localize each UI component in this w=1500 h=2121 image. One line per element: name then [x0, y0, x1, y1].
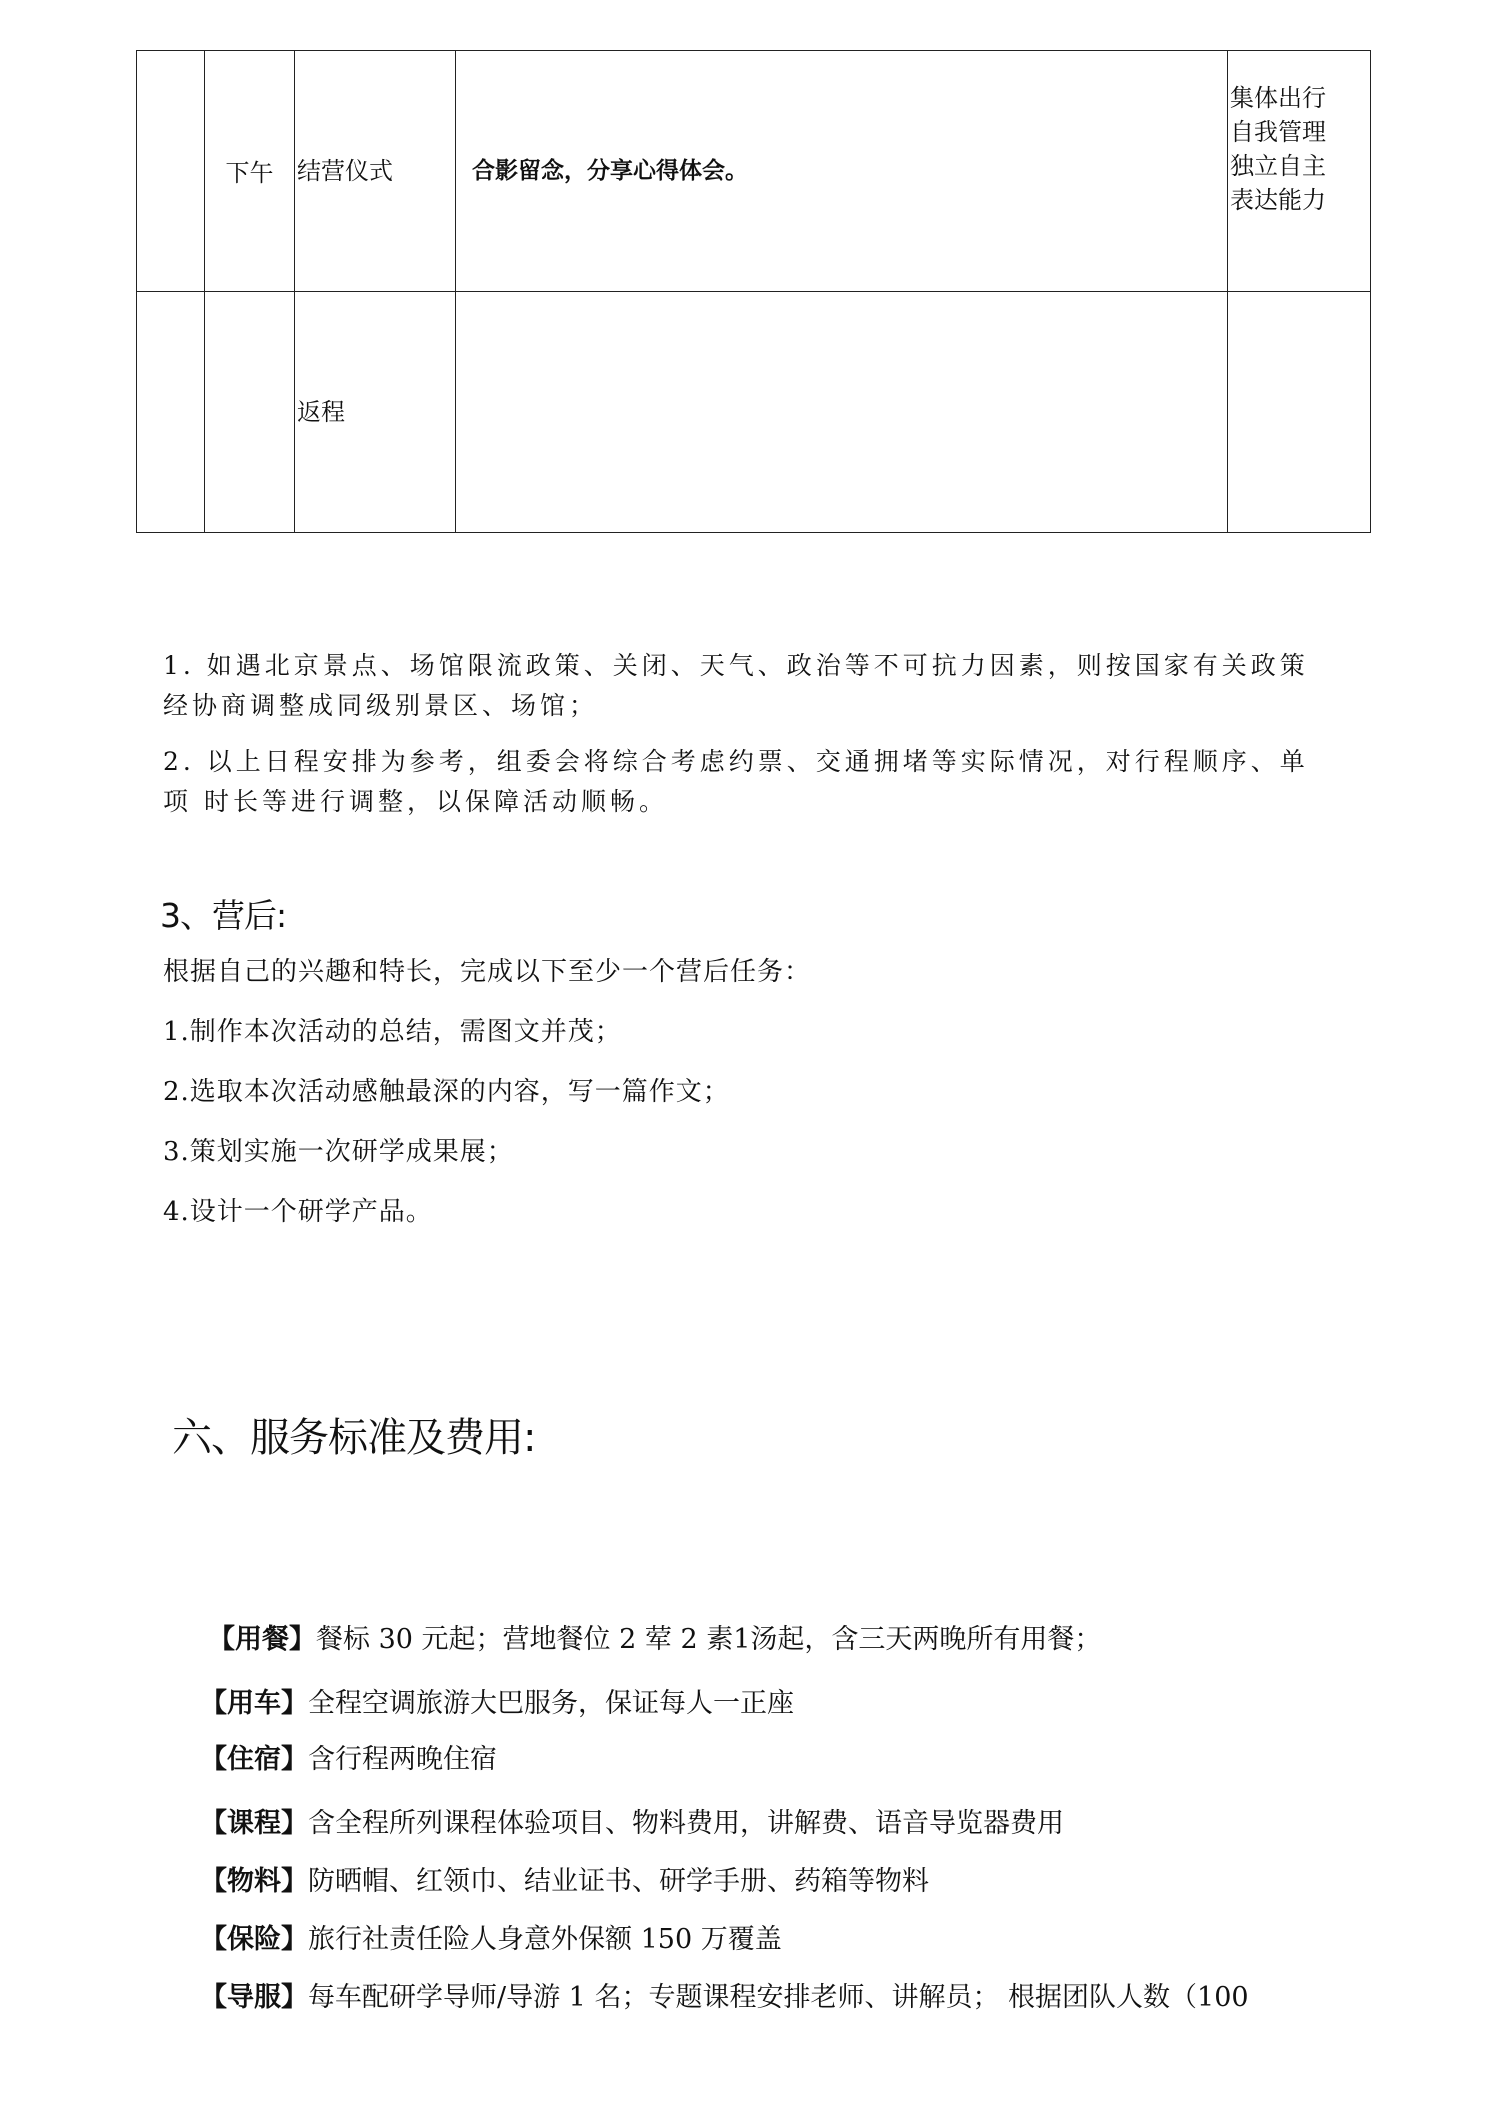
- task-item: 2.选取本次活动感触最深的内容，写一篇作文；: [163, 1077, 730, 1107]
- service-label: 【课程】: [200, 1808, 308, 1839]
- service-text: 餐标 30 元起；营地餐位 2 荤 2 素1汤起，含三天两晚所有用餐；: [316, 1624, 1102, 1655]
- service-label: 【住宿】: [200, 1744, 308, 1775]
- time-text: 下午: [225, 159, 274, 187]
- goal-item: 自我管理: [1230, 118, 1326, 146]
- activity-name-cell: 结营仪式: [295, 51, 456, 292]
- service-label: 【导服】: [200, 1982, 308, 2013]
- service-item: [200, 1862, 1380, 1902]
- service-text: 全程空调旅游大巴服务，保证每人一正座: [308, 1688, 794, 1719]
- service-text: 含全程所列课程体验项目、物料费用，讲解费、语音导览器费用: [308, 1808, 1064, 1839]
- day-cell: [137, 292, 205, 533]
- service-text: 防晒帽、红领巾、结业证书、研学手册、药箱等物料: [308, 1866, 929, 1897]
- day-cell: [137, 51, 205, 292]
- goals-cell: [1228, 51, 1371, 292]
- service-text: 旅行社责任险人身意外保额 150 万覆盖: [308, 1924, 782, 1955]
- section-heading: 六、服务标准及费用:: [172, 1415, 536, 1461]
- schedule-table: [136, 50, 1371, 533]
- goal-item: 集体出行: [1230, 84, 1326, 112]
- service-item: [200, 1684, 1380, 1724]
- service-item: [200, 1804, 1380, 1844]
- service-list: [200, 1620, 1380, 2018]
- activity-content-cell: 合影留念，分享心得体会。: [456, 51, 1228, 292]
- service-label: 【用餐】: [208, 1624, 316, 1655]
- service-text: 每车配研学导师/导游 1 名；专题课程安排老师、讲解员； 根据团队人数（100: [308, 1982, 1249, 2013]
- service-label: 【物料】: [200, 1866, 308, 1897]
- task-item: 3.策划实施一次研学成果展；: [163, 1137, 514, 1167]
- schedule-notes: [163, 646, 1323, 838]
- service-text: 含行程两晚住宿: [308, 1744, 497, 1775]
- tasks-intro: 根据自己的兴趣和特长，完成以下至少一个营后任务：: [163, 957, 812, 987]
- goal-item: 独立自主: [1230, 152, 1326, 180]
- service-item: [208, 1620, 1380, 1660]
- time-cell: [205, 51, 295, 292]
- service-item: [200, 1740, 1380, 1780]
- note-item: 1. 如遇北京景点、场馆限流政策、关闭、天气、政治等不可抗力因素，则按国家有关政策 经协商调整成同级别景区、场馆；: [163, 651, 1309, 720]
- task-item: 4.设计一个研学产品。: [163, 1197, 433, 1227]
- service-item: [200, 1920, 1380, 1960]
- goal-item: 表达能力: [1230, 186, 1326, 214]
- activity-name-cell: 返程: [295, 292, 456, 533]
- service-label: 【保险】: [200, 1924, 308, 1955]
- time-cell: [205, 292, 295, 533]
- service-item: [200, 1978, 1380, 2018]
- section-heading: 3、营后:: [160, 896, 287, 935]
- table-row: [137, 292, 1371, 533]
- table-row: [137, 51, 1371, 292]
- activity-content-cell: [456, 292, 1228, 533]
- post-camp-tasks: [163, 955, 1323, 1255]
- goals-cell: [1228, 292, 1371, 533]
- service-label: 【用车】: [200, 1688, 308, 1719]
- task-item: 1.制作本次活动的总结，需图文并茂；: [163, 1017, 622, 1047]
- note-item: 2. 以上日程安排为参考，组委会将综合考虑约票、交通拥堵等实际情况，对行程顺序、单项 时长等进行调整，以保障活动顺畅。: [163, 747, 1309, 816]
